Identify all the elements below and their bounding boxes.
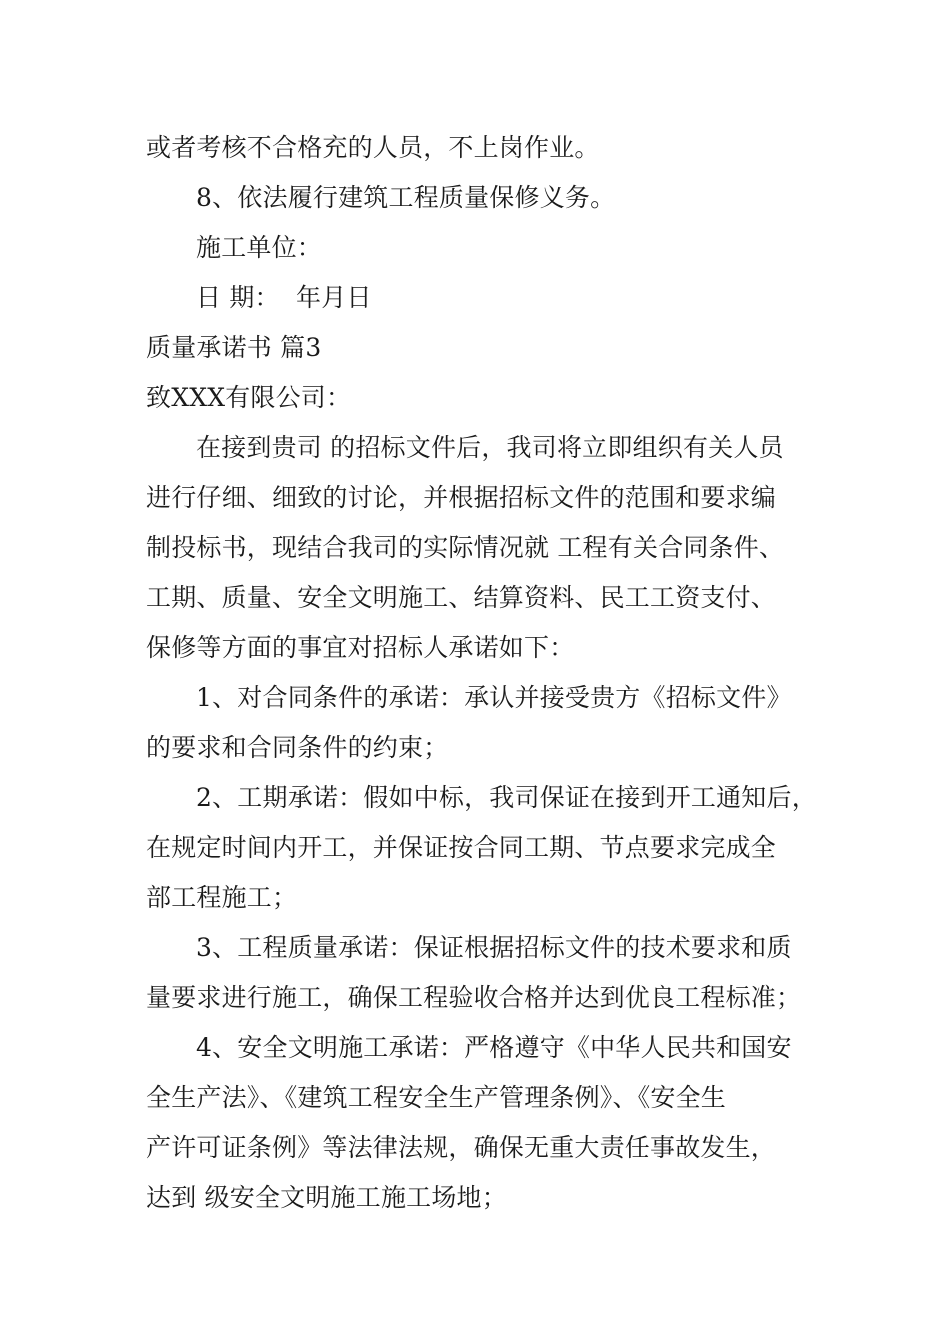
text-line-14: 2、工期承诺：假如中标，我司保证在接到开工通知后， bbox=[196, 783, 817, 812]
text-line-2: 8、依法履行建筑工程质量保修义务。 bbox=[196, 183, 616, 212]
text-line-4: 日 期： 年月日 bbox=[196, 283, 372, 312]
section-heading: 质量承诺书 篇3 bbox=[146, 333, 322, 362]
text-line-1: 或者考核不合格充的人员，不上岗作业。 bbox=[146, 133, 600, 162]
text-line-16: 部工程施工； bbox=[146, 883, 298, 912]
text-line-17: 3、工程质量承诺：保证根据招标文件的技术要求和质 bbox=[196, 933, 792, 962]
text-line-7: 在接到贵司 的招标文件后，我司将立即组织有关人员 bbox=[196, 433, 784, 462]
text-line-11: 保修等方面的事宜对招标人承诺如下： bbox=[146, 633, 575, 662]
text-line-20: 全生产法》、《建筑工程安全生产管理条例》、《安全生 bbox=[146, 1083, 727, 1112]
text-line-15: 在规定时间内开工，并保证按合同工期、节点要求完成全 bbox=[146, 833, 777, 862]
text-line-8: 进行仔细、细致的讨论，并根据招标文件的范围和要求编 bbox=[146, 483, 777, 512]
text-line-10: 工期、质量、安全文明施工、结算资料、民工工资支付、 bbox=[146, 583, 777, 612]
text-line-18: 量要求进行施工，确保工程验收合格并达到优良工程标准； bbox=[146, 983, 802, 1012]
text-line-3: 施工单位： bbox=[196, 233, 323, 262]
text-line-21: 产许可证条例》等法律法规，确保无重大责任事故发生， bbox=[146, 1133, 777, 1162]
text-line-19: 4、安全文明施工承诺：严格遵守《中华人民共和国安 bbox=[196, 1033, 792, 1062]
text-line-12: 1、对合同条件的承诺：承认并接受贵方《招标文件》 bbox=[196, 683, 792, 712]
text-line-13: 的要求和合同条件的约束； bbox=[146, 733, 449, 762]
text-line-9: 制投标书，现结合我司的实际情况就 工程有关合同条件、 bbox=[146, 533, 785, 562]
salutation: 致XXX有限公司： bbox=[146, 383, 352, 412]
text-line-22: 达到 级安全文明施工施工场地； bbox=[146, 1183, 507, 1212]
